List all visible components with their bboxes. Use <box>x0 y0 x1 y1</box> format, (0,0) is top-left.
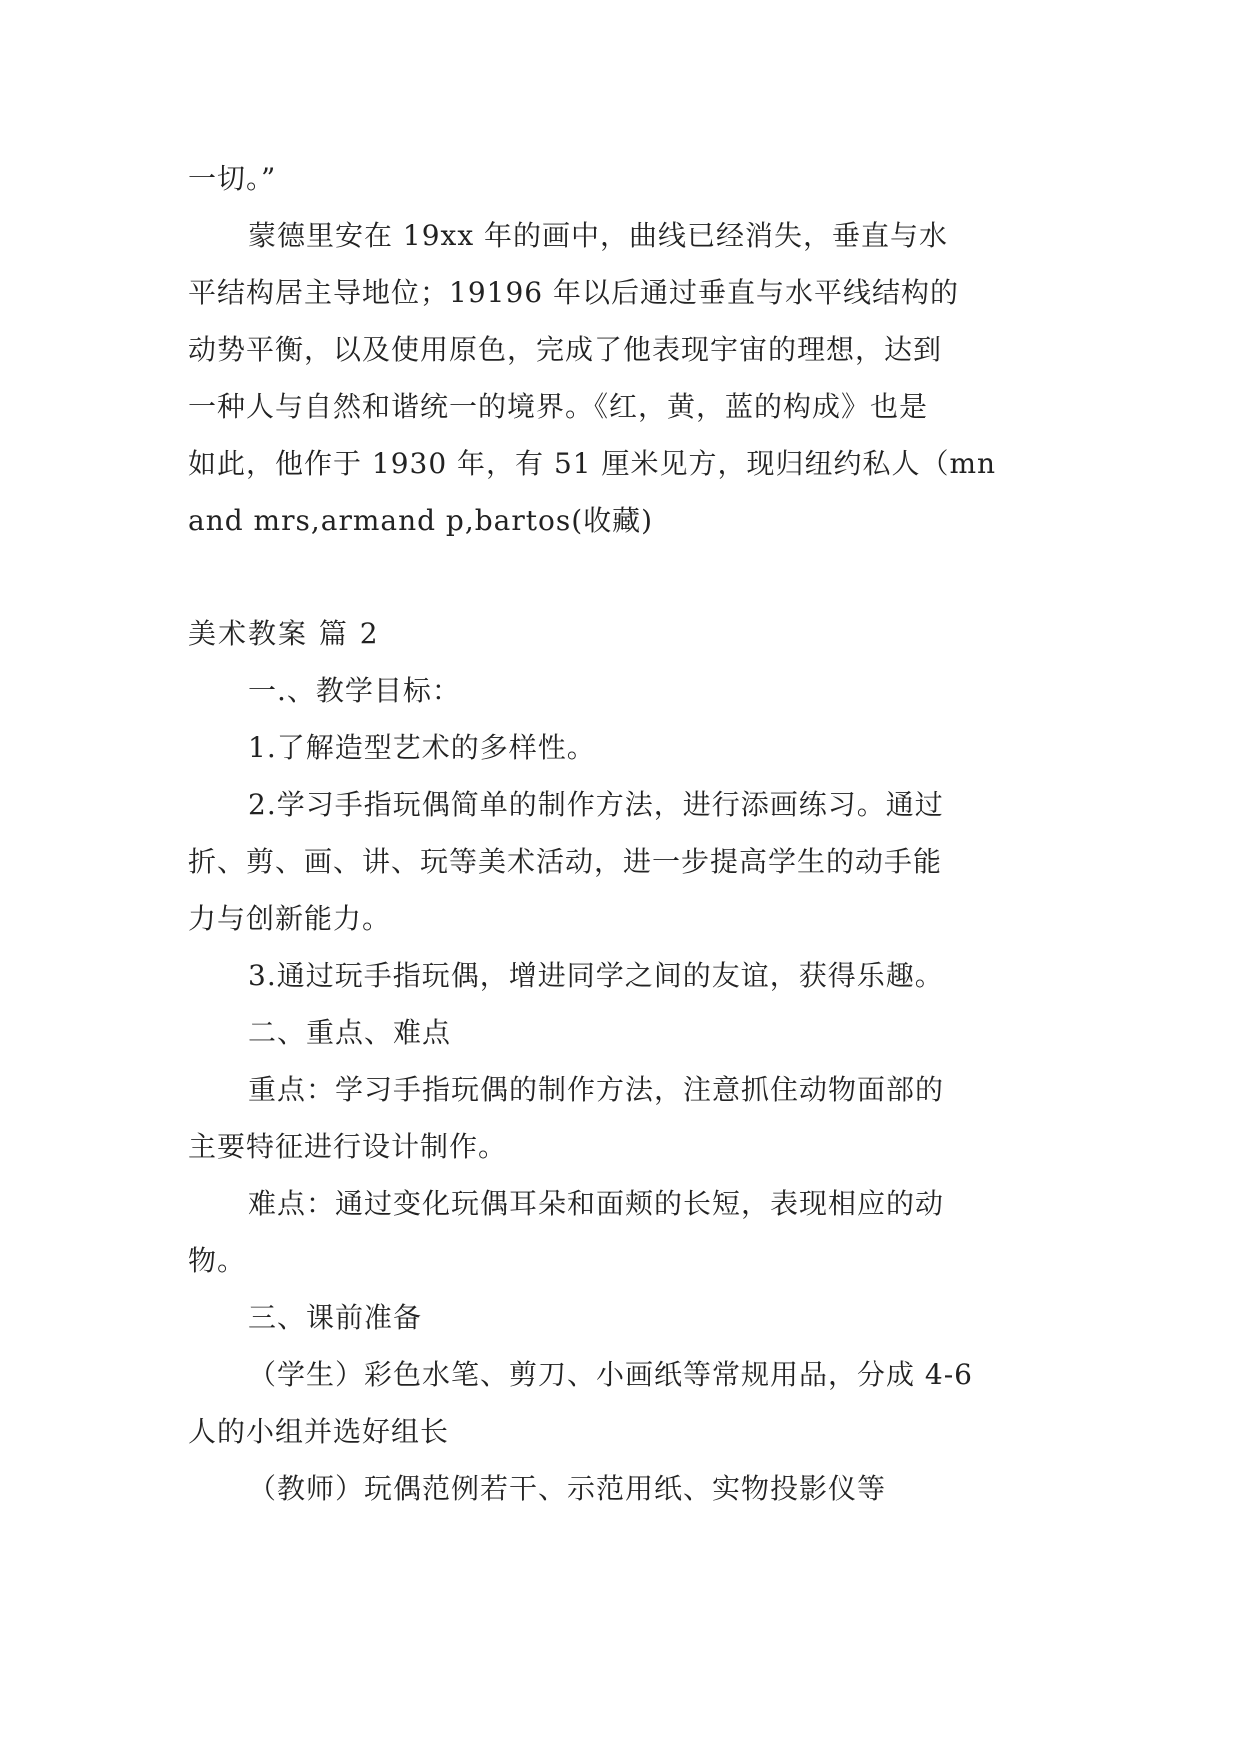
paragraph-line: 一种人与自然和谐统一的境界。《红，黄，蓝的构成》也是 <box>188 390 929 423</box>
objective-2 <box>188 776 1068 947</box>
section-title: 美术教案 篇 2 <box>188 617 380 650</box>
paragraph-line: 2.学习手指玩偶简单的制作方法，进行添画练习。通过 <box>248 788 944 821</box>
paragraph-line: 力与创新能力。 <box>188 902 392 935</box>
paragraph-line: 如此，他作于 1930 年，有 51 厘米见方，现归纽约私人（mn <box>188 447 997 480</box>
key-point <box>188 1061 1068 1175</box>
paragraph-line: 主要特征进行设计制作。 <box>188 1130 508 1163</box>
student-preparation <box>188 1346 1068 1460</box>
objectives-heading: 一.、教学目标： <box>248 674 461 707</box>
mondrian-paragraph <box>188 207 1068 549</box>
teacher-preparation: （教师）玩偶范例若干、示范用纸、实物投影仪等 <box>248 1472 887 1505</box>
paragraph-line: 平结构居主导地位；19196 年以后通过垂直与水平线结构的 <box>188 276 959 309</box>
paragraph-line: （学生）彩色水笔、剪刀、小画纸等常规用品，分成 4-6 <box>248 1358 973 1391</box>
objective-3: 3.通过玩手指玩偶，增进同学之间的友谊，获得乐趣。 <box>248 959 944 992</box>
paragraph-line: 蒙德里安在 19xx 年的画中，曲线已经消失，垂直与水 <box>248 219 949 252</box>
paragraph-line: and mrs,armand p,bartos(收藏) <box>188 504 654 537</box>
difficulty <box>188 1175 1068 1289</box>
preparation-heading: 三、课前准备 <box>248 1301 423 1334</box>
paragraph-line: 人的小组并选好组长 <box>188 1415 450 1448</box>
paragraph-closing-line: 一切。” <box>188 162 277 195</box>
paragraph-line: 重点：学习手指玩偶的制作方法，注意抓住动物面部的 <box>248 1073 945 1106</box>
paragraph-line: 动势平衡，以及使用原色，完成了他表现宇宙的理想，达到 <box>188 333 943 366</box>
key-points-heading: 二、重点、难点 <box>248 1016 452 1049</box>
paragraph-line: 物。 <box>188 1244 247 1277</box>
objective-1: 1.了解造型艺术的多样性。 <box>248 731 596 764</box>
paragraph-line: 折、剪、画、讲、玩等美术活动，进一步提高学生的动手能 <box>188 845 943 878</box>
section-gap <box>188 549 1068 605</box>
paragraph-line: 难点：通过变化玩偶耳朵和面颊的长短，表现相应的动 <box>248 1187 945 1220</box>
document-page <box>188 150 1068 1517</box>
